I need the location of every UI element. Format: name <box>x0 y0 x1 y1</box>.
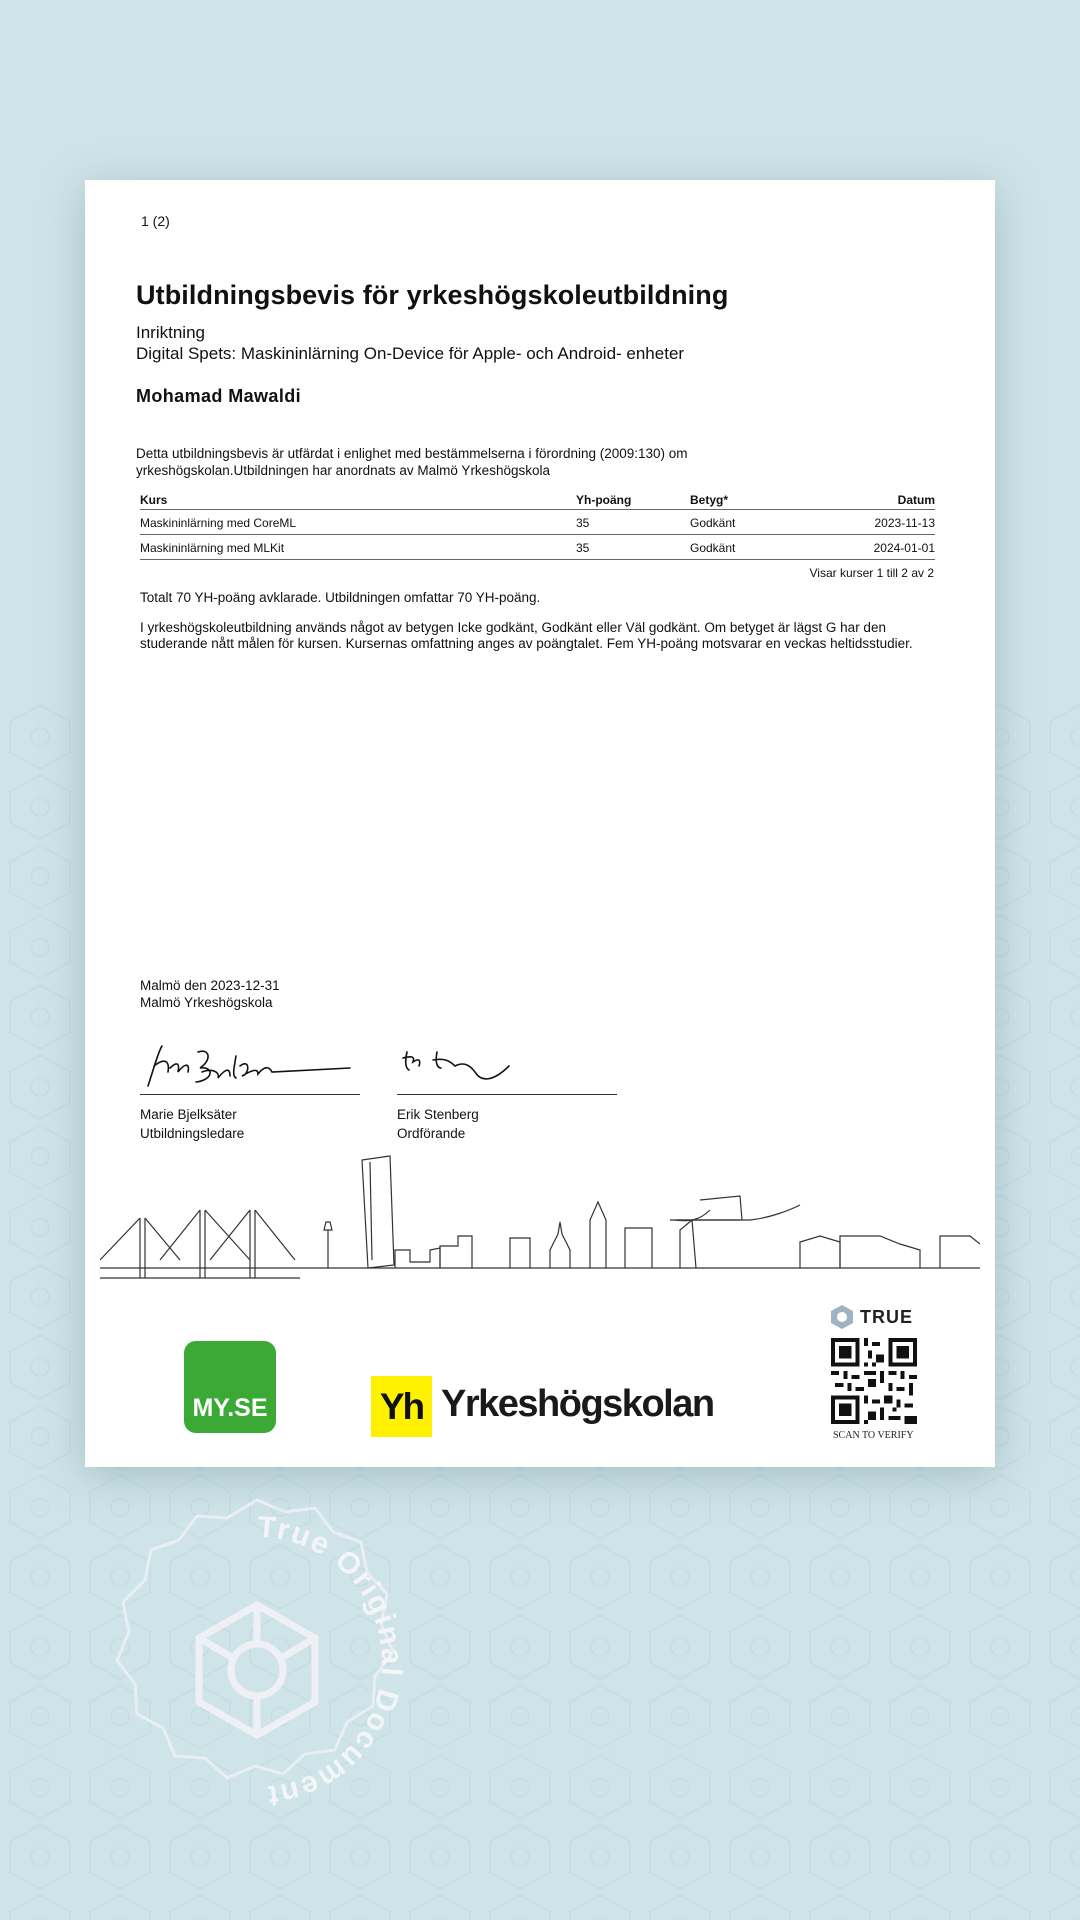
scan-to-verify-label: SCAN TO VERIFY <box>833 1430 914 1441</box>
cell-date: 2024-01-01 <box>810 535 935 560</box>
header-points: Yh-poäng <box>576 490 690 510</box>
signatory-name: Marie Bjelksäter <box>140 1107 237 1122</box>
signature-image <box>140 1038 360 1092</box>
signatory-role: Utbildningsledare <box>140 1126 245 1141</box>
cell-points: 35 <box>576 535 690 560</box>
myse-logo: MY.SE <box>184 1341 276 1433</box>
malmo-skyline-illustration <box>100 1110 980 1300</box>
cell-date: 2023-11-13 <box>810 510 935 535</box>
signature-image <box>397 1038 617 1092</box>
cell-course: Maskininlärning med CoreML <box>140 510 576 535</box>
intro-text: Detta utbildningsbevis är utfärdat i enlighet med bestämmelserna i förordning (2009:130) om yrkeshögskolan.Utbildningen har anordnats av Malmö Yrkeshögskola <box>136 446 688 478</box>
signature-line <box>397 1094 617 1095</box>
cell-grade: Godkänt <box>690 510 810 535</box>
signatory-name: Erik Stenberg <box>397 1107 479 1122</box>
cell-grade: Godkänt <box>690 535 810 560</box>
cell-points: 35 <box>576 510 690 535</box>
header-date: Datum <box>810 490 935 510</box>
courses-table <box>140 490 935 560</box>
true-logo <box>830 1304 913 1330</box>
table-row <box>140 535 935 560</box>
place-and-school <box>140 978 280 1011</box>
verification-qr-code[interactable] <box>831 1338 917 1424</box>
direction-value: Digital Spets: Maskininlärning On-Device för Apple- och Android- enheter <box>136 344 685 363</box>
header-course: Kurs <box>140 490 576 510</box>
place-date: Malmö den 2023-12-31 <box>140 978 280 993</box>
page-number: 1 (2) <box>141 213 170 229</box>
student-name: Mohamad Mawaldi <box>136 386 302 406</box>
table-header-row <box>140 490 935 510</box>
true-brand-text: TRUE <box>860 1306 913 1327</box>
direction-label: Inriktning <box>136 323 205 342</box>
school-name: Malmö Yrkeshögskola <box>140 994 273 1010</box>
grade-info-text: I yrkeshögskoleutbildning används något av betygen Icke godkänt, Godkänt eller Väl godkänt. Om betyget är lägst G har den studerande nått målen för kursen. Kursernas omfattning anges av poängtalet. Fem YH-poäng motsvarar en veckas heltidsstudier. <box>140 620 913 651</box>
yh-logo-mark: Yh <box>371 1376 432 1437</box>
seal-text: True Original Document <box>256 1510 409 1813</box>
yh-logo-name: Yrkeshögskolan <box>441 1383 714 1425</box>
signature-line <box>140 1094 360 1095</box>
showing-courses-text: Visar kurser 1 till 2 av 2 <box>809 566 934 580</box>
cell-course: Maskininlärning med MLKit <box>140 535 576 560</box>
true-original-document-seal <box>85 1490 430 1835</box>
table-row <box>140 510 935 535</box>
total-points-text: Totalt 70 YH-poäng avklarade. Utbildningen omfattar 70 YH-poäng. <box>140 590 541 605</box>
header-grade: Betyg* <box>690 490 810 510</box>
certificate-page <box>85 180 995 1467</box>
signatory-role: Ordförande <box>397 1126 466 1141</box>
true-hexagon-icon <box>830 1304 854 1330</box>
certificate-title: Utbildningsbevis för yrkeshögskoleutbildning <box>136 280 729 310</box>
